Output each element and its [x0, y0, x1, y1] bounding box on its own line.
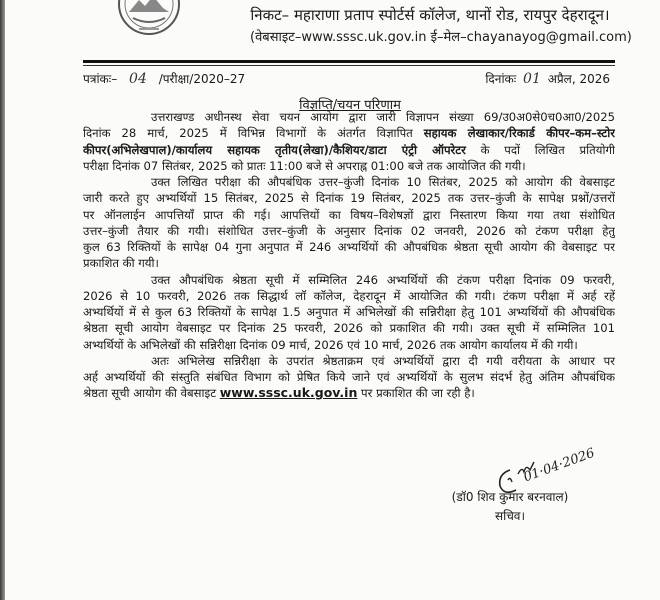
- body-text: जारी करते हुए अभ्यर्थियों 15 सितंबर, 2025 से दिनांक 19 सितंबर, 2025 तक उत्तर–कुंजी के सापेक्ष प्रश्नों/उत्तरों: [83, 191, 615, 206]
- body-text: दिनांक 28 मार्च, 2025 में विभिन्न विभागों के अंतर्गत विज्ञापित: [83, 126, 424, 141]
- body-text: श्रेष्ठता सूची आयोग वेबसाइट पर दिनांक 25 फरवरी, 2026 को प्रकाशित की गयी। उक्त सूची में सम्मिलित 101: [83, 321, 615, 336]
- post-names-bold: कीपर(अभिलेखपाल)/कार्यालय सहायक तृतीय(लेखा)/कैशियर/डाटा एंट्री ऑपरेटर: [83, 142, 466, 157]
- signature-date: 01·04·2026: [521, 445, 597, 486]
- body-line: [83, 239, 615, 255]
- reference-number: [83, 70, 245, 87]
- reference-date: [485, 70, 610, 87]
- body-text: 2026 से 10 फरवरी, 2026 तक सिद्धार्थ लॉ कॉलेज, देहरादून में आयोजित की गयी। टंकण परीक्षा में अर्ह रहें: [83, 288, 615, 303]
- body-line: [83, 158, 615, 174]
- body-line: [83, 320, 615, 336]
- body-text: अभ्यर्थियों में से कुल 63 रिक्तियों के सापेक्ष 1.5 अनुपात में अभिलेखों की सन्निरीक्षा हेतु 101 अभ्यर्थियों की औपबंधिक: [83, 305, 615, 319]
- body-line: [83, 109, 615, 125]
- reference-suffix: /परीक्षा/2020–27: [158, 72, 246, 86]
- commission-logo-emblem: [115, 0, 183, 36]
- header-contact: (वेबसाइट–www.sssc.uk.gov.in ई–मेल–chayanayog@gmail.com): [250, 30, 632, 45]
- body-text: पर प्रकाशित की जा रही है।: [357, 386, 475, 401]
- body-text: उक्त औपबंधिक श्रेष्ठता सूची में सम्मिलित 246 अभ्यर्थियों की टंकण परीक्षा दिनांक 09 फरवरी,: [151, 272, 615, 287]
- body-text: प्रकाशित की गयी।: [83, 256, 159, 271]
- body-text: श्रेष्ठता सूची आयोग की वेबसाइट: [83, 386, 220, 401]
- post-names-bold: सहायक लेखाकार/रिकार्ड कीपर–कम–स्टोर: [423, 126, 615, 141]
- body-line: [83, 190, 615, 206]
- body-text: अभ्यर्थियों के अभिलेखों की सन्निरीक्षा दिनांक 09 मार्च, 2026 एवं 10 मार्च, 2026 तक आयोग कार्यालय में की गयी।: [83, 337, 578, 352]
- header-rule-thin: [83, 65, 615, 66]
- website-link[interactable]: www.sssc.uk.gov.in: [219, 385, 358, 401]
- body-line: [83, 223, 615, 239]
- notice-body: [83, 109, 615, 402]
- body-line: [83, 174, 615, 190]
- body-line: [83, 369, 615, 385]
- body-text: अर्ह अभ्यर्थियों की संस्तुति संबंधित विभाग को प्रेषित किये जाने एवं अभ्यर्थियों के सुलभ संदर्भ हेतु अंतिम औपबंधिक: [83, 370, 615, 384]
- body-line: [83, 337, 615, 353]
- body-text: उक्त लिखित परीक्षा की औपबंधिक उत्तर–कुंजी दिनांक 10 सितंबर, 2025 को आयोग की वेबसाइट: [151, 175, 615, 189]
- signatory-designation: सचिव।: [494, 509, 526, 523]
- body-text: के पदों लिखित प्रतियोगी: [465, 142, 615, 157]
- body-line: [83, 272, 615, 288]
- body-line: [83, 207, 615, 223]
- signatory-name: (डॉ0 शिव कुमार बरनवाल): [451, 490, 569, 504]
- body-text: परीक्षा दिनांक 07 सितंबर, 2025 को प्रातः 11:00 बजे से अपराह्न 01:00 बजे तक आयोजित की गयी।: [83, 158, 526, 173]
- body-text: कुल 63 रिक्तियों के सापेक्ष 04 गुना अनुपात में 246 अभ्यर्थियों की औपबंधिक श्रेष्ठता सूची आयोग की वेबसाइट पर: [83, 240, 615, 254]
- body-line: [83, 255, 615, 271]
- body-line: [83, 353, 615, 369]
- date-day: 01: [523, 71, 541, 87]
- date-rest: अप्रैल, 2026: [547, 72, 610, 86]
- scan-edge: [0, 0, 5, 600]
- body-text: उत्तर–कुंजी तैयार की गयी। संशोधित उत्तर–कुंजी के अनुसार दिनांक 02 जनवरी, 2026 को टंकण परीक्षा हेतु: [83, 223, 615, 238]
- notice-title: विज्ञप्ति/चयन परिणाम: [299, 98, 401, 113]
- body-line: [83, 142, 615, 158]
- body-line: [83, 304, 615, 320]
- reference-label: पत्रांकः–: [83, 72, 118, 86]
- body-line: [83, 288, 615, 304]
- header-rule: [83, 60, 615, 63]
- body-line: [83, 385, 615, 401]
- body-text: पर ऑनलाईन आपत्तियाँ प्राप्त की गई। आपत्तियों का विषय–विशेषज्ञों द्वारा निस्तारण किया गया तथा संशोधित: [83, 207, 615, 222]
- body-line: [83, 125, 615, 141]
- reference-number-value: 04: [129, 71, 147, 87]
- body-text: अतः अभिलेख सन्निरीक्षा के उपरांत श्रेष्ठताक्रम एवं अभ्यर्थियों द्वारा दी गयी वरीयता के आधार पर: [151, 353, 615, 368]
- header-address: निकट– महाराणा प्रताप स्पोर्टर्स कॉलेज, थानों रोड, रायपुर देहरादून।: [250, 6, 610, 24]
- date-label: दिनांकः: [485, 72, 517, 86]
- body-text: उत्तराखण्ड अधीनस्थ सेवा चयन आयोग द्वारा जारी विज्ञापन संख्या 69/उ0अ0से0च0आ0/2025: [151, 110, 615, 124]
